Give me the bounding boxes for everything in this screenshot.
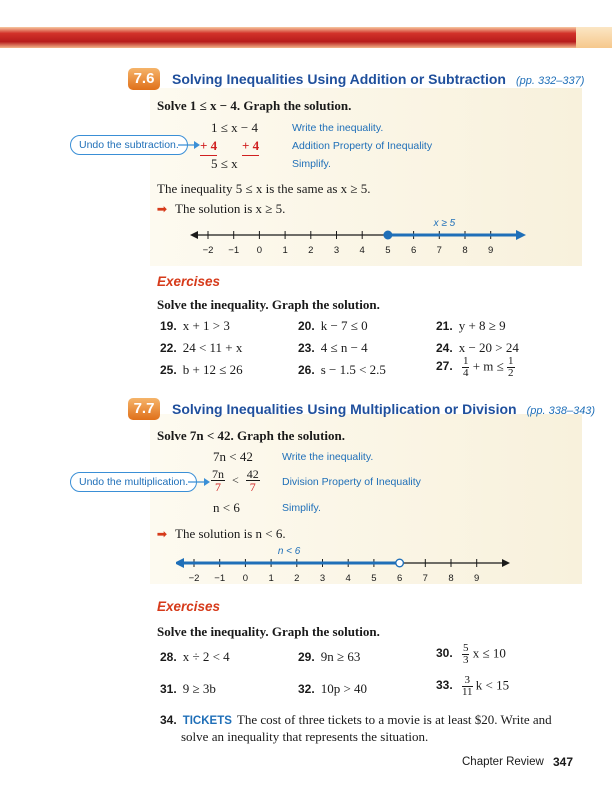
exercise-19	[160, 318, 230, 334]
graph-label: x ≥ 5	[433, 218, 456, 229]
open-circle	[396, 559, 404, 567]
exercise-24	[436, 340, 519, 356]
exercise-30	[436, 643, 506, 666]
exercise-number: 21.	[436, 319, 453, 333]
exercise-number: 19.	[160, 319, 177, 333]
tick-label: −2	[188, 573, 200, 584]
solution-marker-icon: ➟	[157, 527, 168, 541]
fraction-denominator: 7	[249, 480, 256, 494]
exercise-number: 33.	[436, 678, 453, 693]
axis-right-arrow-icon	[502, 559, 510, 567]
axis-left-arrow-icon	[190, 231, 198, 239]
exercise-32	[298, 681, 367, 697]
section-badge-7-6: 7.6	[128, 68, 160, 90]
tick-label: 3	[333, 245, 340, 256]
fraction-numerator: 5	[462, 642, 469, 654]
tick-label: −1	[228, 245, 240, 256]
note-property: Division Property of Inequality	[282, 476, 421, 488]
step-1: 1 ≤ x − 4	[211, 120, 258, 135]
tick-label: 6	[410, 245, 417, 256]
exercise-number: 30.	[436, 646, 453, 661]
note-simplify: Simplify.	[292, 158, 331, 170]
exercise-number: 31.	[160, 682, 177, 696]
exercise-text: x ≤ 10	[472, 645, 506, 661]
fraction-denominator: 11	[461, 686, 473, 698]
fraction-denominator: 3	[462, 654, 469, 666]
example-prompt: Solve 1 ≤ x − 4. Graph the solution.	[157, 98, 352, 113]
exercise-text: 4 ≤ n − 4	[320, 340, 368, 355]
fraction-numerator: 1	[508, 355, 514, 367]
exercise-text: x ÷ 2 < 4	[182, 649, 230, 664]
tick-label: 0	[256, 245, 263, 256]
solution-arrow-icon	[176, 558, 184, 568]
solution-marker-icon: ➟	[157, 202, 168, 216]
exercise-33	[436, 675, 509, 698]
example-prompt-2: Solve 7n < 42. Graph the solution.	[157, 428, 345, 443]
equivalence-sentence: The inequality 5 ≤ x is the same as x ≥ 5.	[157, 181, 371, 196]
callout-arrow-icon	[188, 476, 210, 488]
exercise-text: b + 12 ≤ 26	[182, 362, 243, 377]
footer-chapter-label: Chapter Review	[462, 756, 544, 768]
red-header-bar	[0, 27, 612, 48]
exercise-number: 26.	[298, 363, 315, 377]
fraction-numerator: 7n	[212, 467, 224, 481]
exercise-number: 27.	[436, 359, 453, 374]
fraction-one-fourth	[462, 356, 470, 379]
tick-label: 3	[319, 573, 326, 584]
exercise-text: 24 < 11 + x	[182, 340, 243, 355]
top-banner	[0, 0, 612, 62]
tick-label: 5	[385, 245, 391, 256]
number-line-1	[190, 214, 530, 258]
closed-circle	[384, 231, 392, 239]
exercise-text: k − 7 ≤ 0	[320, 318, 368, 333]
step-3: 5 ≤ x	[211, 156, 238, 171]
fraction-numerator: 1	[462, 355, 469, 367]
problem-text-line-1: The cost of three tickets to a movie is at least $20. Write and	[236, 712, 552, 727]
tick-label: 4	[345, 573, 351, 584]
inequality-symbol: <	[232, 473, 239, 487]
tick-label: 2	[294, 573, 300, 584]
solution-arrow-icon	[516, 230, 526, 240]
exercise-34	[160, 712, 552, 728]
step-3: n < 6	[213, 500, 240, 515]
section-pages: (pp. 338–343)	[526, 405, 596, 417]
exercise-28	[160, 649, 230, 665]
exercise-text: k < 15	[475, 677, 510, 693]
exercise-number: 34.	[160, 713, 177, 727]
exercise-26	[298, 362, 386, 378]
fraction-denominator: 2	[508, 367, 514, 379]
tick-label: 0	[242, 573, 249, 584]
tick-label: 5	[371, 573, 377, 584]
exercises-instructions-2: Solve the inequality. Graph the solution.	[157, 624, 380, 639]
footer-page-number: 347	[553, 755, 574, 769]
exercises-heading-1: Exercises	[157, 274, 221, 289]
tick-label: 4	[359, 245, 365, 256]
exercise-text: 9 ≥ 3b	[182, 681, 216, 696]
exercise-number: 20.	[298, 319, 315, 333]
exercise-text: x − 20 > 24	[458, 340, 519, 355]
callout-undo-multiplication: Undo the multiplication.	[70, 472, 197, 492]
exercise-number: 23.	[298, 341, 315, 355]
exercise-number: 28.	[160, 650, 177, 664]
graph-label: n < 6	[277, 546, 301, 557]
exercise-number: 32.	[298, 682, 315, 696]
fraction-denominator: 4	[462, 367, 469, 379]
exercise-21	[436, 318, 506, 334]
section-title-text: Solving Inequalities Using Multiplication or Division	[172, 401, 517, 417]
section-title-7-7	[172, 401, 595, 417]
section-pages: (pp. 332–337)	[515, 75, 585, 87]
exercise-27	[436, 356, 515, 379]
tick-label: 7	[436, 245, 442, 256]
tick-label: 6	[396, 573, 403, 584]
exercise-number: 24.	[436, 341, 453, 355]
tick-label: 9	[488, 245, 494, 256]
exercise-31	[160, 681, 216, 697]
exercise-text: x + 1 > 3	[182, 318, 230, 333]
exercise-25	[160, 362, 243, 378]
exercise-text: 9n ≥ 63	[320, 649, 361, 664]
exercise-text: s − 1.5 < 2.5	[320, 362, 386, 377]
fraction-numerator: 42	[246, 467, 259, 481]
tick-label: −2	[202, 245, 214, 256]
fraction-one-half	[507, 356, 515, 379]
number-line-2	[176, 542, 516, 586]
callout-undo-subtraction: Undo the subtraction.	[70, 135, 188, 155]
fraction-five-thirds	[462, 643, 470, 666]
division-fraction-left	[211, 468, 225, 493]
exercise-text: + m ≤	[472, 358, 504, 374]
exercise-29	[298, 649, 360, 665]
step-1: 7n < 42	[213, 449, 253, 464]
header-bar-cap	[576, 27, 612, 48]
callout-arrow-icon	[178, 139, 200, 151]
exercise-23	[298, 340, 368, 356]
fraction-denominator: 7	[215, 480, 221, 494]
fraction-numerator: 3	[462, 675, 473, 687]
section-title-text: Solving Inequalities Using Addition or Subtraction	[172, 71, 506, 87]
section-badge-7-7: 7.7	[128, 398, 160, 420]
exercise-20	[298, 318, 368, 334]
problem-label: TICKETS	[182, 715, 232, 727]
section-title-7-6	[172, 71, 584, 87]
tick-label: 8	[462, 245, 468, 256]
note-property: Addition Property of Inequality	[292, 140, 433, 152]
step-2-division	[211, 468, 260, 493]
tick-label: 1	[268, 573, 274, 584]
step-2-right: + 4	[242, 138, 259, 156]
division-fraction-right	[246, 468, 260, 493]
exercise-34-line-2: solve an inequality that represents the situation.	[181, 729, 429, 744]
tick-label: 2	[308, 245, 314, 256]
note-simplify: Simplify.	[282, 502, 321, 514]
fraction-three-elevenths	[462, 675, 473, 698]
note-write: Write the inequality.	[282, 451, 374, 463]
exercise-number: 25.	[160, 363, 177, 377]
tick-label: 7	[422, 573, 428, 584]
exercises-heading-2: Exercises	[157, 599, 221, 614]
tick-label: −1	[214, 573, 226, 584]
exercise-text: 10p > 40	[320, 681, 368, 696]
exercise-22	[160, 340, 242, 356]
solution-sentence: The solution is x ≥ 5.	[175, 201, 286, 216]
tick-label: 1	[282, 245, 288, 256]
note-write: Write the inequality.	[292, 122, 384, 134]
exercises-instructions-1: Solve the inequality. Graph the solution.	[157, 297, 380, 312]
exercise-number: 22.	[160, 341, 177, 355]
step-2-left: + 4	[200, 138, 217, 156]
exercise-text: y + 8 ≥ 9	[458, 318, 506, 333]
tick-label: 9	[474, 573, 480, 584]
solution-sentence: The solution is n < 6.	[175, 526, 286, 541]
exercise-number: 29.	[298, 650, 315, 664]
tick-label: 8	[448, 573, 454, 584]
